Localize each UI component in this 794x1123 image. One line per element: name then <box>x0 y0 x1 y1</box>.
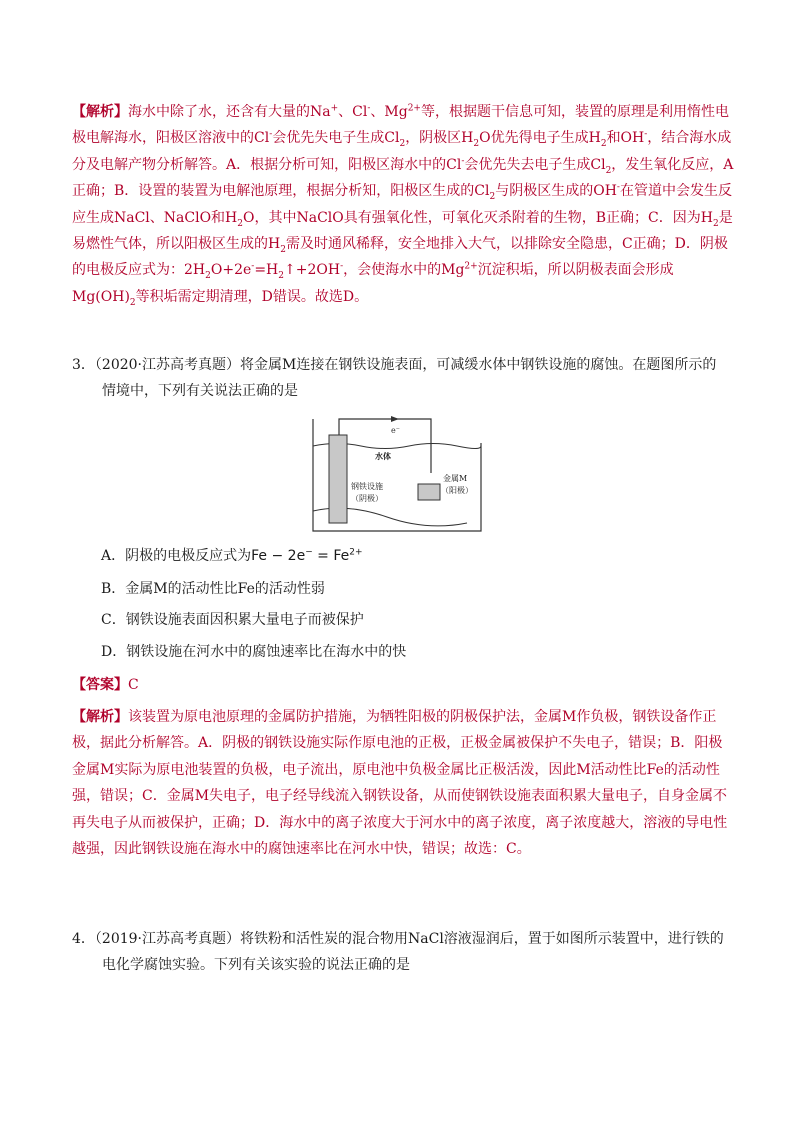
question-stem-line1: 将铁粉和活性炭的混合物用NaCl溶液湿润后，置于如图所示装置中，进行铁的 <box>240 931 724 947</box>
question-number: 3． <box>72 357 95 373</box>
option-a: A．阴极的电极反应式为$Fe - 2e^- = Fe^{2+}$ <box>101 547 363 564</box>
question-source: （2019·江苏高考真题） <box>94 931 241 947</box>
question-stem-line1: 将金属M连接在钢铁设施表面，可减缓水体中钢铁设施的腐蚀。在题图所示的 <box>240 357 717 373</box>
steel-label-2: （阴极） <box>351 494 383 503</box>
question-3-stem <box>72 352 734 405</box>
question-number: 4． <box>72 931 95 947</box>
question-stem-line2: 情境中，下列有关说法正确的是 <box>102 383 298 400</box>
wire <box>339 419 431 473</box>
metal-label-2: （阳极） <box>441 486 473 495</box>
analysis-q3-text: 该装置为原电池原理的金属防护措施，为牺牲阳极的阴极保护法，金属M作负极，钢铁设备作正极，据此分析解答。A．阴极的钢铁设施实际作原电池的正极，正极金属被保护不失电子，错误；B．阳极金属M实际为原电池装置的负极，电子流出，原电池中负极金属比正极活泼，因此M活动性比Fe的活动性强，错误；C．金属M失电子，电子经导线流入钢铁设备，从而使钢铁设施表面积累大量电子，自身金属不再失电子从而被保护，正确；D．海水中的离子浓度大于河水中的离子浓度，离子浓度越大，溶液的导电性越强，因此钢铁设施在海水中的腐蚀速率比在河水中快，错误；故选：C。 <box>72 709 728 858</box>
electron-label: e⁻ <box>391 426 400 435</box>
corrosion-protection-diagram <box>307 413 485 535</box>
metal-m-block <box>418 484 440 500</box>
electron-flow-arrow <box>391 416 399 422</box>
metal-label-1: 金属M <box>443 474 468 483</box>
analysis-q3 <box>72 704 734 862</box>
steel-label-1: 钢铁设施 <box>351 482 383 491</box>
option-d: D．钢铁设施在河水中的腐蚀速率比在海水中的快 <box>101 644 407 660</box>
answer-value: C <box>128 677 139 693</box>
option-b: B．金属M的活动性比Fe的活动性弱 <box>101 581 325 597</box>
answer-line <box>72 672 734 698</box>
steel-facility <box>329 435 347 523</box>
option-a-formula: $Fe - 2e^- = Fe^{2+}$ <box>251 547 363 564</box>
question-stem-line2: 电化学腐蚀实验。下列有关该实验的说法正确的是 <box>102 957 410 974</box>
water-label: 水体 <box>375 451 391 461</box>
question-source: （2020·江苏高考真题） <box>94 357 241 373</box>
option-c: C．钢铁设施表面因积累大量电子而被保护 <box>101 612 364 628</box>
answer-tag: 【答案】 <box>72 677 128 693</box>
analysis-q2-text: 海水中除了水，还含有大量的Na+、Cl-、$Mg^{2+}$等，根据题干信息可知，装置的原理是利用惰性电极电解海水，阳极区溶液中的Cl-会优先失电子生成$Cl_2$，阴极区$H_2O$优先得电子生成$H_2$和OH-，结合海水成分及电解产物分析解答。A．根据分析可知，阳极区海水中的Cl-会优先失去电子生成$Cl_2$，发生氧化反应，A正确；B．设置的装置为电解池原理，根据分析知，阳极区生成的$Cl_2$与阴极区生成的OH-在管道中会发生反应生成NaCl、NaClO和$H_2O$，其中NaClO具有强氧化性，可氧化灭杀附着的生物，B正确；C．因为$H_2$是易燃性气体，所以阳极区生成的$H_2$需及时通风稀释，安全地排入大气，以排除安全隐患，C正确；D．阴极的电极反应式为：$2H_2O+2e^-=H_2↑+2OH^-$，会使海水中的$Mg^{2+}$沉淀积垢，所以阴极表面会形成$Mg(OH)_2$等积垢需定期清理，D错误。故选D。 <box>72 103 734 308</box>
analysis-q2 <box>72 99 734 310</box>
analysis-tag: 【解析】 <box>72 709 128 725</box>
question-4-stem <box>72 926 734 979</box>
analysis-tag: 【解析】 <box>72 104 128 120</box>
